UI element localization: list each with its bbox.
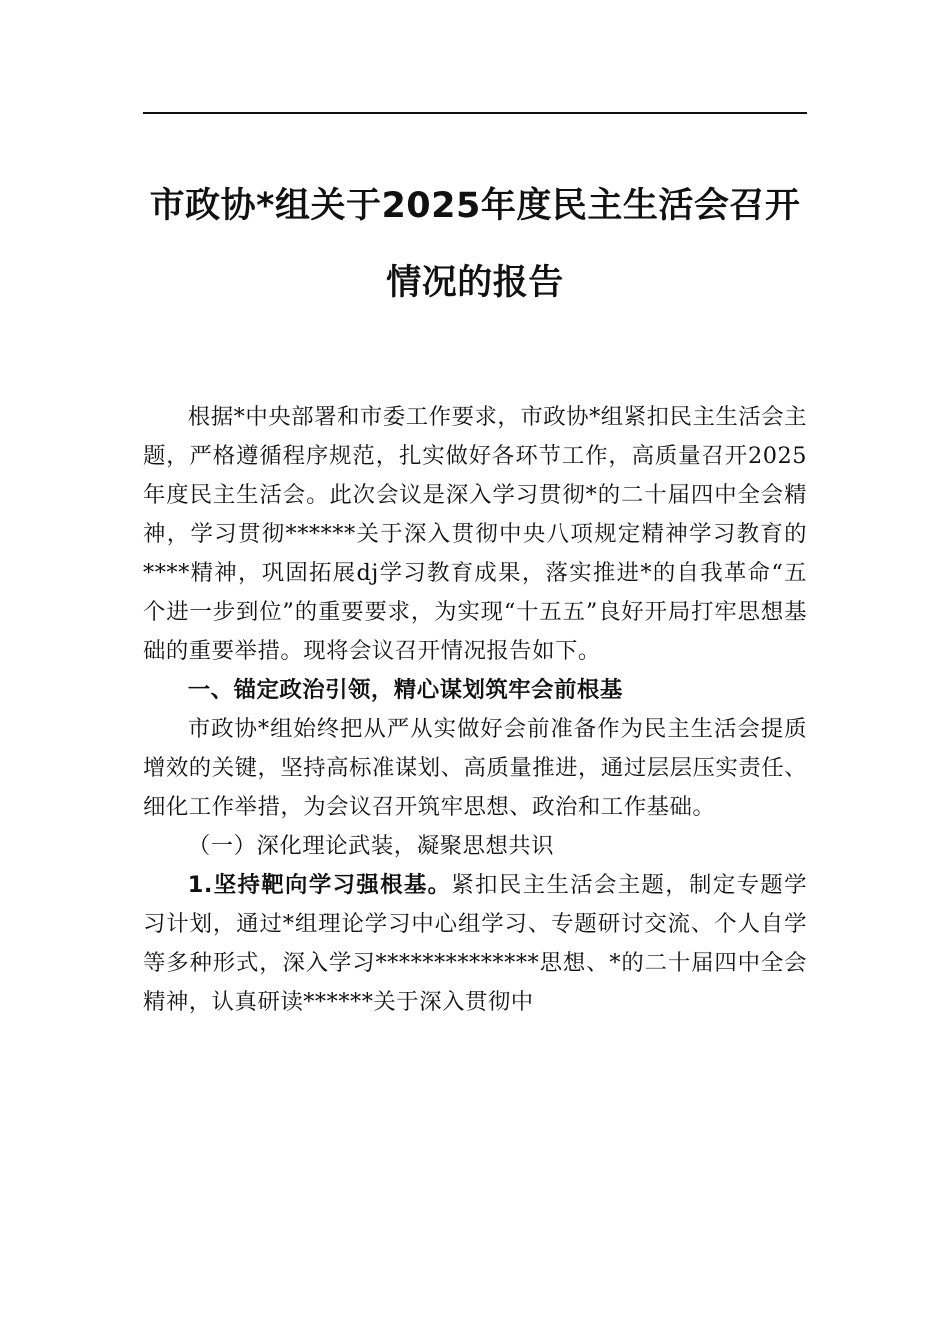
section-1-paragraph: 市政协*组始终把从严从实做好会前准备作为民主生活会提质增效的关键，坚持高标准谋划、高质量推进，通过层层压实责任、细化工作举措，为会议召开筑牢思想、政治和工作基础。	[143, 716, 807, 820]
title-line-1: 市政协*组关于2025年度民主生活会召开	[149, 186, 801, 226]
document-body	[143, 398, 807, 1022]
document-title	[143, 168, 807, 322]
header-rule	[143, 112, 807, 114]
item-1-text: 紧扣民主生活会主题，制定专题学习计划，通过*组理论学习中心组学习、专题研讨交流、个人自学等多种形式，深入学习**************思想、*的二十届四中全会精神，认真研读******关于深入贯彻中	[143, 872, 807, 1015]
title-line-2: 情况的报告	[386, 263, 564, 303]
intro-paragraph: 根据*中央部署和市委工作要求，市政协*组紧扣民主生活会主题，严格遵循程序规范，扎实做好各环节工作，高质量召开2025年度民主生活会。此次会议是深入学习贯彻*的二十届四中全会精神，学习贯彻******关于深入贯彻中央八项规定精神学习教育的****精神，巩固拓展dj学习教育成果，落实推进*的自我革命“五个进一步到位”的重要要求，为实现“十五五”良好开局打牢思想基础的重要举措。现将会议召开情况报告如下。	[143, 404, 807, 664]
item-1-lead: 1.坚持靶向学习强根基。	[187, 872, 452, 898]
item-1-paragraph	[143, 866, 807, 1022]
section-heading-1: 一、锚定政治引领，精心谋划筑牢会前根基	[187, 677, 623, 703]
subsection-heading-1: （一）深化理论武装，凝聚思想共识	[187, 833, 555, 859]
